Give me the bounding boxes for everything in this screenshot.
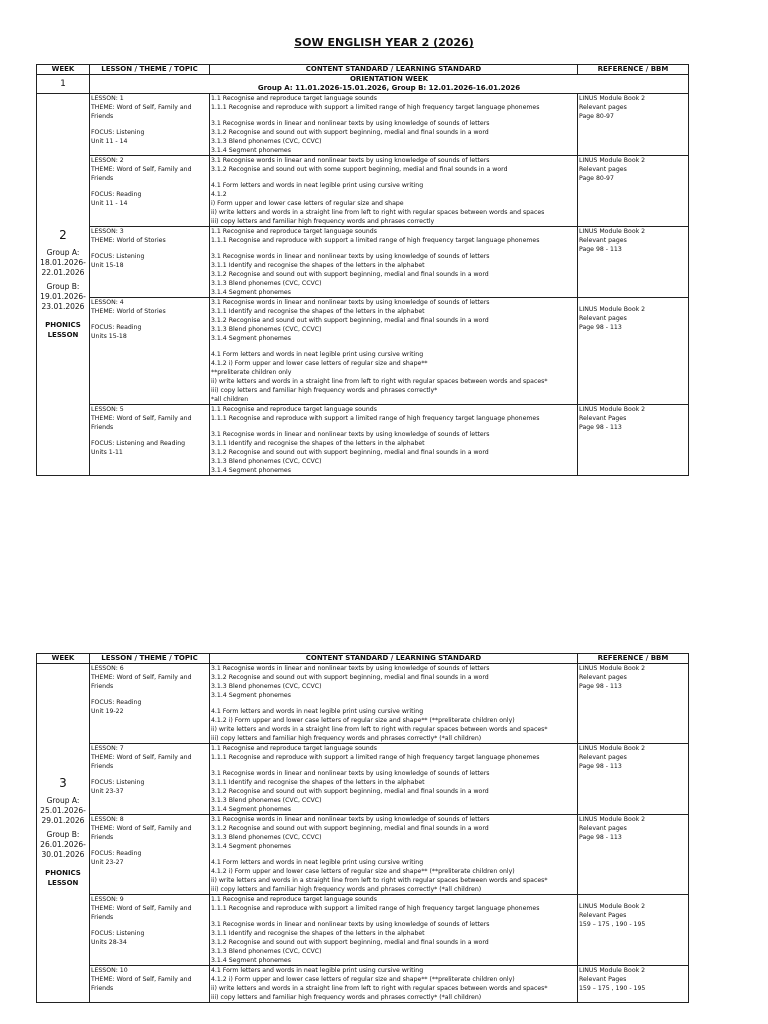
group-a-dates: Group A: 18.01.2026-22.01.2026 xyxy=(40,247,86,277)
phonics-lesson-label: PHONICS LESSON xyxy=(45,869,81,887)
ref-line: Page 98 - 113 xyxy=(579,424,622,431)
reference-cell xyxy=(578,815,689,895)
content-line: 3.1.2 Recognise and sound out with support beginning, medial and final sounds in a word xyxy=(211,271,489,278)
ref-line: Relevant Pages xyxy=(579,912,627,919)
ref-line: LINUS Module Book 2 xyxy=(579,816,646,823)
content-line: 3.1.3 Blend phonemes (CVC, CCVC) xyxy=(211,948,322,955)
table-row xyxy=(37,664,689,744)
table-header-row xyxy=(37,65,689,75)
content-line: 3.1.4 Segment phonemes xyxy=(211,957,291,964)
content-line: 3.1.2 Recognise and sound out with support beginning, medial and final sounds in a word xyxy=(211,674,489,681)
content-line: ii) write letters and words in a straight line from left to right with regular spaces between words and spaces* xyxy=(211,726,548,733)
content-line: 3.1 Recognise words in linear and nonlinear texts by using knowledge of sounds of letters xyxy=(211,816,490,823)
content-cell xyxy=(210,895,578,966)
table-header-row xyxy=(37,654,689,664)
table-row xyxy=(37,94,689,156)
reference-cell xyxy=(578,156,689,227)
document-title: SOW ENGLISH YEAR 2 (2026) xyxy=(294,36,474,49)
content-line: *all children xyxy=(211,396,249,403)
lesson-line: LESSON: 9 xyxy=(91,896,124,903)
lesson-line xyxy=(91,842,208,849)
lesson-line: LESSON: 5 xyxy=(91,406,124,413)
content-line: ii) write letters and words in a straight line from left to right with regular spaces between words and spaces xyxy=(211,209,545,216)
content-cell xyxy=(210,156,578,227)
content-line: 3.1.1 Identify and recognise the shapes of the letters in the alphabet xyxy=(211,262,425,269)
lesson-cell xyxy=(90,405,210,476)
ref-line: Relevant pages xyxy=(579,237,627,244)
lesson-line: Units 1-11 xyxy=(91,449,123,456)
content-line: 3.1.4 Segment phonemes xyxy=(211,806,291,813)
lesson-line: THEME: Word of Self, Family and Friends xyxy=(91,905,192,921)
lesson-line xyxy=(91,316,208,323)
content-line: 3.1 Recognise words in linear and nonlinear texts by using knowledge of sounds of letters xyxy=(211,431,490,438)
lesson-line: Unit 11 - 14 xyxy=(91,200,128,207)
content-line: 1.1.1 Recognise and reproduce with support a limited range of high frequency target language phonemes xyxy=(211,905,540,912)
content-line xyxy=(211,851,576,858)
lesson-line: LESSON: 2 xyxy=(91,157,124,164)
lesson-line: LESSON: 3 xyxy=(91,228,124,235)
week-number: 3 xyxy=(59,776,67,790)
lesson-line xyxy=(91,432,208,439)
lesson-line xyxy=(91,245,208,252)
table-row xyxy=(37,966,689,1003)
content-line: 3.1.4 Segment phonemes xyxy=(211,692,291,699)
header-lesson: LESSON / THEME / TOPIC xyxy=(90,654,210,664)
lesson-line xyxy=(91,771,208,778)
lesson-line: LESSON: 8 xyxy=(91,816,124,823)
header-reference: REFERENCE / BBM xyxy=(578,65,689,75)
lesson-cell xyxy=(90,156,210,227)
content-line: iii) copy letters and familiar high frequency words and phrases correctly* xyxy=(211,387,438,394)
lesson-line xyxy=(91,121,208,128)
sow-table-page1 xyxy=(36,64,689,476)
content-line xyxy=(211,343,576,350)
content-line: 4.1 Form letters and words in neat legible print using cursive writing xyxy=(211,859,424,866)
content-line: 3.1 Recognise words in linear and nonlinear texts by using knowledge of sounds of letters xyxy=(211,770,490,777)
lesson-cell xyxy=(90,227,210,298)
lesson-line: THEME: Word of Self, Family and Friends xyxy=(91,104,192,120)
group-b-dates: Group B: 19.01.2026-23.01.2026 xyxy=(40,281,86,311)
content-line: 1.1 Recognise and reproduce target language sounds xyxy=(211,896,377,903)
content-line: 3.1.2 Recognise and sound out with some support beginning, medial and final sounds in a word xyxy=(211,166,508,173)
lesson-line: Unit 11 - 14 xyxy=(91,138,128,145)
header-week: WEEK xyxy=(37,65,90,75)
content-line: 3.1.3 Blend phonemes (CVC, CCVC) xyxy=(211,834,322,841)
ref-line: LINUS Module Book 2 xyxy=(579,406,646,413)
content-line: 3.1.2 Recognise and sound out with support beginning, medial and final sounds in a word xyxy=(211,788,489,795)
lesson-line: FOCUS: Listening xyxy=(91,129,145,136)
content-line: 3.1.2 Recognise and sound out with support beginning, medial and final sounds in a word xyxy=(211,825,489,832)
content-line: 1.1 Recognise and reproduce target language sounds xyxy=(211,95,377,102)
reference-cell xyxy=(578,966,689,1003)
lesson-line: Units 15-18 xyxy=(91,333,127,340)
header-reference: REFERENCE / BBM xyxy=(578,654,689,664)
week1-row xyxy=(37,75,689,94)
group-a-dates: Group A: 25.01.2026-29.01.2026 xyxy=(40,796,86,825)
week-number: 2 xyxy=(59,227,67,242)
content-line: 3.1.2 Recognise and sound out with support beginning, medial and final sounds in a word xyxy=(211,317,489,324)
content-line: 3.1.1 Identify and recognise the shapes of the letters in the alphabet xyxy=(211,440,425,447)
content-line: 4.1.2 i) Form upper and lower case letters of regular size and shape** (**preliterate children only) xyxy=(211,717,515,724)
content-line: i) Form upper and lower case letters of regular size and shape xyxy=(211,200,404,207)
content-line: 3.1.4 Segment phonemes xyxy=(211,335,291,342)
ref-line: LINUS Module Book 2 xyxy=(579,967,646,974)
header-week: WEEK xyxy=(37,654,90,664)
content-line: 3.1.4 Segment phonemes xyxy=(211,289,291,296)
orientation-week-cell xyxy=(90,75,689,94)
lesson-line xyxy=(91,691,208,698)
ref-line: Page 98 - 113 xyxy=(579,324,622,331)
lesson-line: THEME: Word of Self, Family and Friends xyxy=(91,415,192,431)
content-line: 4.1.2 i) Form upper and lower case letters of regular size and shape** xyxy=(211,360,428,367)
ref-line: Relevant Pages xyxy=(579,415,627,422)
lesson-line: FOCUS: Listening xyxy=(91,253,145,260)
content-line: 3.1.4 Segment phonemes xyxy=(211,147,291,154)
ref-line: Page 98 - 113 xyxy=(579,834,622,841)
content-line xyxy=(211,245,576,252)
reference-cell xyxy=(578,94,689,156)
content-line: 3.1 Recognise words in linear and nonlinear texts by using knowledge of sounds of letters xyxy=(211,921,490,928)
content-line: 4.1.2 xyxy=(211,191,227,198)
week-number: 1 xyxy=(37,75,90,94)
week-cell xyxy=(37,94,90,476)
table-row xyxy=(37,227,689,298)
lesson-line: FOCUS: Reading xyxy=(91,850,142,857)
content-line: 3.1 Recognise words in linear and nonlinear texts by using knowledge of sounds of letters xyxy=(211,299,490,306)
content-line: 1.1.1 Recognise and reproduce with support a limited range of high frequency target language phonemes xyxy=(211,415,540,422)
content-line: 3.1 Recognise words in linear and nonlinear texts by using knowledge of sounds of letters xyxy=(211,253,490,260)
lesson-line: LESSON: 1 xyxy=(91,95,124,102)
ref-line: Relevant pages xyxy=(579,825,627,832)
content-line: 3.1 Recognise words in linear and nonlinear texts by using knowledge of sounds of letters xyxy=(211,157,490,164)
lesson-line: LESSON: 4 xyxy=(91,299,124,306)
lesson-line: LESSON: 7 xyxy=(91,745,124,752)
ref-line: Relevant pages xyxy=(579,674,627,681)
content-line: ii) write letters and words in a straight line from left to right with regular spaces between words and spaces* xyxy=(211,985,548,992)
content-line: 4.1 Form letters and words in neat legible print using cursive writing xyxy=(211,182,424,189)
content-line: 3.1.4 Segment phonemes xyxy=(211,467,291,474)
content-line: 3.1.3 Blend phonemes (CVC, CCVC) xyxy=(211,280,322,287)
lesson-cell xyxy=(90,815,210,895)
content-line: 3.1.2 Recognise and sound out with support beginning, medial and final sounds in a word xyxy=(211,129,489,136)
reference-cell xyxy=(578,298,689,405)
lesson-line: FOCUS: Reading xyxy=(91,324,142,331)
content-line xyxy=(211,174,576,181)
ref-line: Page 98 - 113 xyxy=(579,683,622,690)
table-row xyxy=(37,298,689,405)
lesson-cell xyxy=(90,895,210,966)
lesson-line: Units 28-34 xyxy=(91,939,127,946)
lesson-line: FOCUS: Reading xyxy=(91,191,142,198)
ref-line xyxy=(579,298,687,305)
content-line: iii) copy letters and familiar high frequency words and phrases correctly* (*all children) xyxy=(211,886,482,893)
content-line: 1.1.1 Recognise and reproduce with support a limited range of high frequency target language phonemes xyxy=(211,237,540,244)
lesson-line: FOCUS: Reading xyxy=(91,699,142,706)
reference-cell xyxy=(578,895,689,966)
group-b-dates: Group B: 26.01.2026-30.01.2026 xyxy=(40,830,86,859)
reference-cell xyxy=(578,405,689,476)
content-line: 4.1 Form letters and words in neat legible print using cursive writing xyxy=(211,708,424,715)
lesson-line: Unit 19-22 xyxy=(91,708,124,715)
ref-line: Relevant pages xyxy=(579,104,627,111)
content-line: 3.1.1 Identify and recognise the shapes of the letters in the alphabet xyxy=(211,779,425,786)
content-line: 3.1 Recognise words in linear and nonlinear texts by using knowledge of sounds of letters xyxy=(211,665,490,672)
content-line: 4.1 Form letters and words in neat legible print using cursive writing xyxy=(211,967,424,974)
content-cell xyxy=(210,227,578,298)
lesson-line xyxy=(91,922,208,929)
content-line: 3.1.4 Segment phonemes xyxy=(211,843,291,850)
content-cell xyxy=(210,298,578,405)
header-content: CONTENT STANDARD / LEARNING STANDARD xyxy=(210,654,578,664)
lesson-line: FOCUS: Listening xyxy=(91,779,145,786)
ref-line: LINUS Module Book 2 xyxy=(579,745,646,752)
ref-line: Page 98 - 113 xyxy=(579,763,622,770)
content-line: iii) copy letters and familiar high frequency words and phrases correctly* (*all children) xyxy=(211,735,482,742)
content-line: 1.1 Recognise and reproduce target language sounds xyxy=(211,228,377,235)
content-line: 4.1 Form letters and words in neat legible print using cursive writing xyxy=(211,351,424,358)
week3-body xyxy=(37,664,689,1003)
content-cell xyxy=(210,405,578,476)
lesson-cell xyxy=(90,298,210,405)
ref-line: LINUS Module Book 2 xyxy=(579,228,646,235)
content-line xyxy=(211,700,576,707)
ref-line: Relevant pages xyxy=(579,754,627,761)
content-line: 4.1.2 i) Form upper and lower case letters of regular size and shape** (**preliterate children only) xyxy=(211,976,515,983)
lesson-line: THEME: Word of Self, Family and Friends xyxy=(91,166,192,182)
header-content: CONTENT STANDARD / LEARNING STANDARD xyxy=(210,65,578,75)
ref-line: LINUS Module Book 2 xyxy=(579,157,646,164)
ref-line xyxy=(579,895,687,902)
ref-line: LINUS Module Book 2 xyxy=(579,95,646,102)
lesson-line: Unit 23-27 xyxy=(91,859,124,866)
content-line: 3.1.2 Recognise and sound out with support beginning, medial and final sounds in a word xyxy=(211,939,489,946)
reference-cell xyxy=(578,227,689,298)
orientation-title: ORIENTATION WEEK xyxy=(349,75,429,83)
lesson-line: THEME: World of Stories xyxy=(91,308,166,315)
content-line: 3.1.1 Identify and recognise the shapes of the letters in the alphabet xyxy=(211,930,425,937)
content-line xyxy=(211,423,576,430)
ref-line: Relevant pages xyxy=(579,315,627,322)
table-row xyxy=(37,405,689,476)
content-line: 3.1 Recognise words in linear and nonlinear texts by using knowledge of sounds of letters xyxy=(211,120,490,127)
week2-body xyxy=(37,94,689,476)
lesson-line: THEME: Word of Self, Family and Friends xyxy=(91,825,192,841)
content-line: 3.1.3 Blend phonemes (CVC, CCVC) xyxy=(211,326,322,333)
lesson-line: LESSON: 10 xyxy=(91,967,128,974)
sow-table-page2 xyxy=(36,653,689,1003)
content-line: 1.1.1 Recognise and reproduce with support a limited range of high frequency target language phonemes xyxy=(211,104,540,111)
content-line: 1.1 Recognise and reproduce target language sounds xyxy=(211,745,377,752)
lesson-line: THEME: World of Stories xyxy=(91,237,166,244)
content-line xyxy=(211,112,576,119)
ref-line: LINUS Module Book 2 xyxy=(579,306,646,313)
ref-line: Page 98 - 113 xyxy=(579,246,622,253)
ref-line: Page 80-97 xyxy=(579,175,614,182)
lesson-line: FOCUS: Listening and Reading xyxy=(91,440,186,447)
lesson-cell xyxy=(90,94,210,156)
ref-line: LINUS Module Book 2 xyxy=(579,903,646,910)
ref-line: Relevant Pages xyxy=(579,976,627,983)
content-line: 3.1.3 Blend phonemes (CVC, CCVC) xyxy=(211,458,322,465)
content-line: 3.1.2 Recognise and sound out with support beginning, medial and final sounds in a word xyxy=(211,449,489,456)
lesson-line: Unit 15-18 xyxy=(91,262,124,269)
table-row xyxy=(37,744,689,815)
ref-line: Relevant pages xyxy=(579,166,627,173)
content-line: 3.1.3 Blend phonemes (CVC, CCVC) xyxy=(211,683,322,690)
lesson-cell xyxy=(90,744,210,815)
lesson-line: THEME: Word of Self, Family and Friends xyxy=(91,754,192,770)
lesson-line: FOCUS: Listening xyxy=(91,930,145,937)
content-cell xyxy=(210,815,578,895)
content-line: 3.1.3 Blend phonemes (CVC, CCVC) xyxy=(211,797,322,804)
content-line: iii) copy letters and familiar high frequency words and phrases correctly* (*all children) xyxy=(211,994,482,1001)
content-line xyxy=(211,913,576,920)
content-cell xyxy=(210,664,578,744)
content-line: 4.1.2 i) Form upper and lower case letters of regular size and shape** (**preliterate children only) xyxy=(211,868,515,875)
week-cell xyxy=(37,664,90,1003)
lesson-line: THEME: Word of Self, Family and Friends xyxy=(91,674,192,690)
lesson-line: Unit 23-37 xyxy=(91,788,124,795)
content-line: 3.1.1 Identify and recognise the shapes of the letters in the alphabet xyxy=(211,308,425,315)
content-cell xyxy=(210,966,578,1003)
table-row xyxy=(37,156,689,227)
reference-cell xyxy=(578,664,689,744)
lesson-line: THEME: Word of Self, Family and Friends xyxy=(91,976,192,992)
ref-line: Page 80-97 xyxy=(579,113,614,120)
orientation-dates: Group A: 11.01.2026-15.01.2026, Group B: 12.01.2026-16.01.2026 xyxy=(257,84,521,92)
reference-cell xyxy=(578,744,689,815)
content-line: iii) copy letters and familiar high frequency words and phrases correctly xyxy=(211,218,435,225)
content-line xyxy=(211,762,576,769)
content-line: ii) write letters and words in a straight line from left to right with regular spaces between words and spaces* xyxy=(211,378,548,385)
ref-line: LINUS Module Book 2 xyxy=(579,665,646,672)
ref-line: 159 – 175 , 190 - 195 xyxy=(579,921,646,928)
table-row xyxy=(37,815,689,895)
lesson-cell xyxy=(90,664,210,744)
content-line: 3.1.3 Blend phonemes (CVC, CCVC) xyxy=(211,138,322,145)
content-cell xyxy=(210,94,578,156)
content-line: **preliterate children only xyxy=(211,369,292,376)
lesson-line xyxy=(91,183,208,190)
content-cell xyxy=(210,744,578,815)
header-lesson: LESSON / THEME / TOPIC xyxy=(90,65,210,75)
lesson-cell xyxy=(90,966,210,1003)
content-line: 1.1 Recognise and reproduce target language sounds xyxy=(211,406,377,413)
content-line: 1.1.1 Recognise and reproduce with support a limited range of high frequency target language phonemes xyxy=(211,754,540,761)
ref-line: 159 – 175 , 190 - 195 xyxy=(579,985,646,992)
table-row xyxy=(37,895,689,966)
lesson-line: LESSON: 6 xyxy=(91,665,124,672)
phonics-lesson-label: PHONICS LESSON xyxy=(45,320,81,339)
content-line: ii) write letters and words in a straight line from left to right with regular spaces between words and spaces* xyxy=(211,877,548,884)
